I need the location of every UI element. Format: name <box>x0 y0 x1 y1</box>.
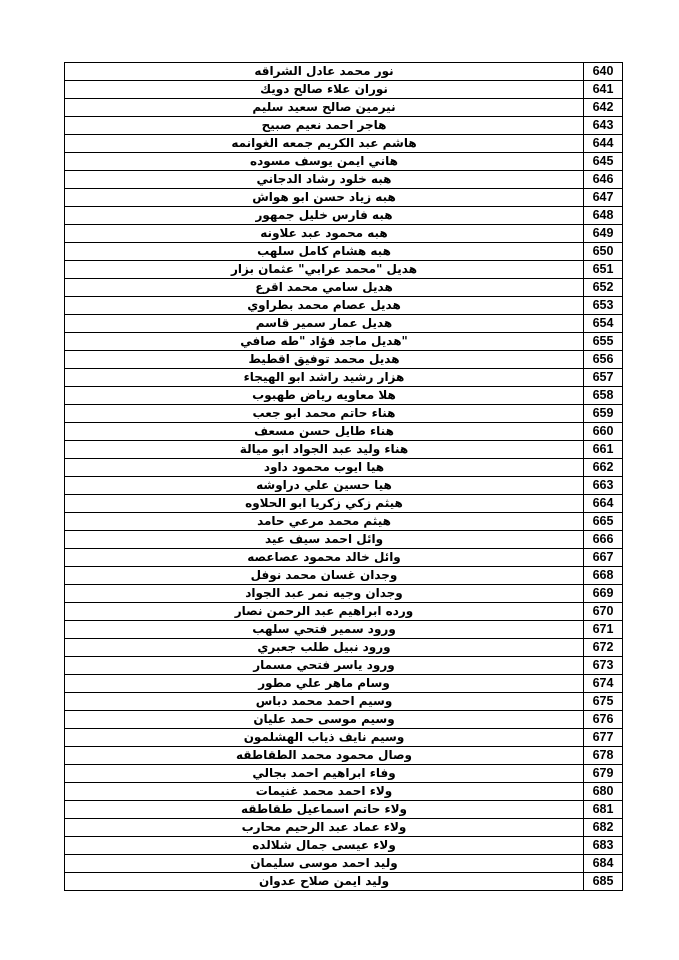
table-row <box>65 333 623 351</box>
student-name-cell: هيثم زكي زكريا ابو الحلاوه <box>65 495 584 513</box>
table-row <box>65 369 623 387</box>
student-name-cell: "هديل ماجد فؤاد "طه صافي <box>65 333 584 351</box>
table-row <box>65 477 623 495</box>
row-number-cell: 643 <box>584 117 623 135</box>
table-row <box>65 729 623 747</box>
table-row <box>65 657 623 675</box>
row-number-cell: 642 <box>584 99 623 117</box>
row-number-cell: 654 <box>584 315 623 333</box>
student-name-cell: وائل احمد سيف عيد <box>65 531 584 549</box>
table-row <box>65 801 623 819</box>
row-number-cell: 661 <box>584 441 623 459</box>
student-name-cell: وسام ماهر علي مطور <box>65 675 584 693</box>
table-row <box>65 621 623 639</box>
row-number-cell: 648 <box>584 207 623 225</box>
student-name-cell: هديل عمار سمير قاسم <box>65 315 584 333</box>
student-name-cell: هاني ايمن يوسف مسوده <box>65 153 584 171</box>
student-name-cell: ولاء عيسى جمال شلالده <box>65 837 584 855</box>
student-name-cell: هديل سامي محمد اقرع <box>65 279 584 297</box>
table-row <box>65 99 623 117</box>
row-number-cell: 663 <box>584 477 623 495</box>
student-name-cell: هيثم محمد مرعي حامد <box>65 513 584 531</box>
student-name-cell: ولاء حاتم اسماعيل طقاطقه <box>65 801 584 819</box>
table-row <box>65 639 623 657</box>
student-name-cell: نيرمين صالح سعيد سليم <box>65 99 584 117</box>
document-page <box>64 62 622 891</box>
table-row <box>65 297 623 315</box>
row-number-cell: 675 <box>584 693 623 711</box>
table-row <box>65 81 623 99</box>
table-row <box>65 315 623 333</box>
table-row <box>65 351 623 369</box>
row-number-cell: 658 <box>584 387 623 405</box>
student-name-cell: ورده ابراهيم عبد الرحمن نصار <box>65 603 584 621</box>
row-number-cell: 669 <box>584 585 623 603</box>
row-number-cell: 652 <box>584 279 623 297</box>
row-number-cell: 647 <box>584 189 623 207</box>
row-number-cell: 656 <box>584 351 623 369</box>
student-name-cell: نور محمد عادل الشراقه <box>65 63 584 81</box>
table-row <box>65 873 623 891</box>
student-name-cell: هيا ايوب محمود داود <box>65 459 584 477</box>
table-row <box>65 171 623 189</box>
table-row <box>65 459 623 477</box>
table-row <box>65 135 623 153</box>
student-name-cell: هناء حاتم محمد ابو جعب <box>65 405 584 423</box>
table-row <box>65 513 623 531</box>
table-row <box>65 675 623 693</box>
student-name-cell: ورود نبيل طلب جعبري <box>65 639 584 657</box>
table-row <box>65 549 623 567</box>
row-number-cell: 672 <box>584 639 623 657</box>
student-name-cell: هديل عصام محمد بطراوي <box>65 297 584 315</box>
row-number-cell: 684 <box>584 855 623 873</box>
row-number-cell: 664 <box>584 495 623 513</box>
student-name-cell: هناء طايل حسن مسعف <box>65 423 584 441</box>
student-name-cell: ورود سمير فتحي سلهب <box>65 621 584 639</box>
row-number-cell: 649 <box>584 225 623 243</box>
row-number-cell: 650 <box>584 243 623 261</box>
table-row <box>65 711 623 729</box>
student-name-cell: وفاء ابراهيم احمد بجالي <box>65 765 584 783</box>
names-table-body <box>65 63 623 891</box>
student-name-cell: هزار رشيد راشد ابو الهيجاء <box>65 369 584 387</box>
row-number-cell: 671 <box>584 621 623 639</box>
row-number-cell: 660 <box>584 423 623 441</box>
row-number-cell: 657 <box>584 369 623 387</box>
student-name-cell: هاجر احمد نعيم صبيح <box>65 117 584 135</box>
student-name-cell: وليد ايمن صلاح عدوان <box>65 873 584 891</box>
row-number-cell: 681 <box>584 801 623 819</box>
student-name-cell: هديل محمد توفيق اقطيط <box>65 351 584 369</box>
table-row <box>65 819 623 837</box>
table-row <box>65 495 623 513</box>
table-row <box>65 567 623 585</box>
row-number-cell: 640 <box>584 63 623 81</box>
row-number-cell: 646 <box>584 171 623 189</box>
table-row <box>65 225 623 243</box>
table-row <box>65 189 623 207</box>
student-name-cell: وسيم احمد محمد دباس <box>65 693 584 711</box>
student-name-cell: وصال محمود محمد الطقاطقه <box>65 747 584 765</box>
table-row <box>65 693 623 711</box>
table-row <box>65 603 623 621</box>
student-name-cell: وجدان غسان محمد نوفل <box>65 567 584 585</box>
student-name-cell: هديل "محمد عرابي" عثمان بزار <box>65 261 584 279</box>
row-number-cell: 668 <box>584 567 623 585</box>
student-name-cell: هبه زياد حسن ابو هواش <box>65 189 584 207</box>
row-number-cell: 653 <box>584 297 623 315</box>
student-name-cell: ولاء عماد عبد الرحيم محارب <box>65 819 584 837</box>
names-table <box>64 62 623 891</box>
row-number-cell: 670 <box>584 603 623 621</box>
row-number-cell: 659 <box>584 405 623 423</box>
student-name-cell: هبه فارس خليل جمهور <box>65 207 584 225</box>
student-name-cell: وجدان وجيه نمر عبد الجواد <box>65 585 584 603</box>
row-number-cell: 645 <box>584 153 623 171</box>
row-number-cell: 677 <box>584 729 623 747</box>
table-row <box>65 783 623 801</box>
student-name-cell: وسيم موسى حمد عليان <box>65 711 584 729</box>
row-number-cell: 674 <box>584 675 623 693</box>
row-number-cell: 655 <box>584 333 623 351</box>
table-row <box>65 837 623 855</box>
table-row <box>65 423 623 441</box>
row-number-cell: 678 <box>584 747 623 765</box>
row-number-cell: 679 <box>584 765 623 783</box>
table-row <box>65 63 623 81</box>
student-name-cell: ورود ياسر فتحي مسمار <box>65 657 584 675</box>
row-number-cell: 683 <box>584 837 623 855</box>
row-number-cell: 666 <box>584 531 623 549</box>
row-number-cell: 685 <box>584 873 623 891</box>
student-name-cell: وليد احمد موسى سليمان <box>65 855 584 873</box>
student-name-cell: نوران علاء صالح دويك <box>65 81 584 99</box>
table-row <box>65 387 623 405</box>
table-row <box>65 243 623 261</box>
table-row <box>65 855 623 873</box>
student-name-cell: هبه خلود رشاد الدجاني <box>65 171 584 189</box>
table-row <box>65 207 623 225</box>
row-number-cell: 644 <box>584 135 623 153</box>
row-number-cell: 665 <box>584 513 623 531</box>
table-row <box>65 117 623 135</box>
row-number-cell: 673 <box>584 657 623 675</box>
table-row <box>65 765 623 783</box>
student-name-cell: ولاء احمد محمد غنيمات <box>65 783 584 801</box>
row-number-cell: 682 <box>584 819 623 837</box>
row-number-cell: 667 <box>584 549 623 567</box>
row-number-cell: 680 <box>584 783 623 801</box>
table-row <box>65 279 623 297</box>
table-row <box>65 261 623 279</box>
row-number-cell: 651 <box>584 261 623 279</box>
row-number-cell: 641 <box>584 81 623 99</box>
student-name-cell: هاشم عبد الكريم جمعه الغوانمه <box>65 135 584 153</box>
table-row <box>65 441 623 459</box>
student-name-cell: هبه محمود عبد علاونه <box>65 225 584 243</box>
row-number-cell: 676 <box>584 711 623 729</box>
student-name-cell: وائل خالد محمود عصاعصه <box>65 549 584 567</box>
table-row <box>65 531 623 549</box>
row-number-cell: 662 <box>584 459 623 477</box>
table-row <box>65 153 623 171</box>
table-row <box>65 405 623 423</box>
student-name-cell: هناء وليد عبد الجواد ابو ميالة <box>65 441 584 459</box>
table-row <box>65 585 623 603</box>
student-name-cell: هلا معاويه رياض طهبوب <box>65 387 584 405</box>
table-row <box>65 747 623 765</box>
student-name-cell: هبه هشام كامل سلهب <box>65 243 584 261</box>
student-name-cell: هيا حسين علي دراوشه <box>65 477 584 495</box>
student-name-cell: وسيم نايف ذياب الهشلمون <box>65 729 584 747</box>
